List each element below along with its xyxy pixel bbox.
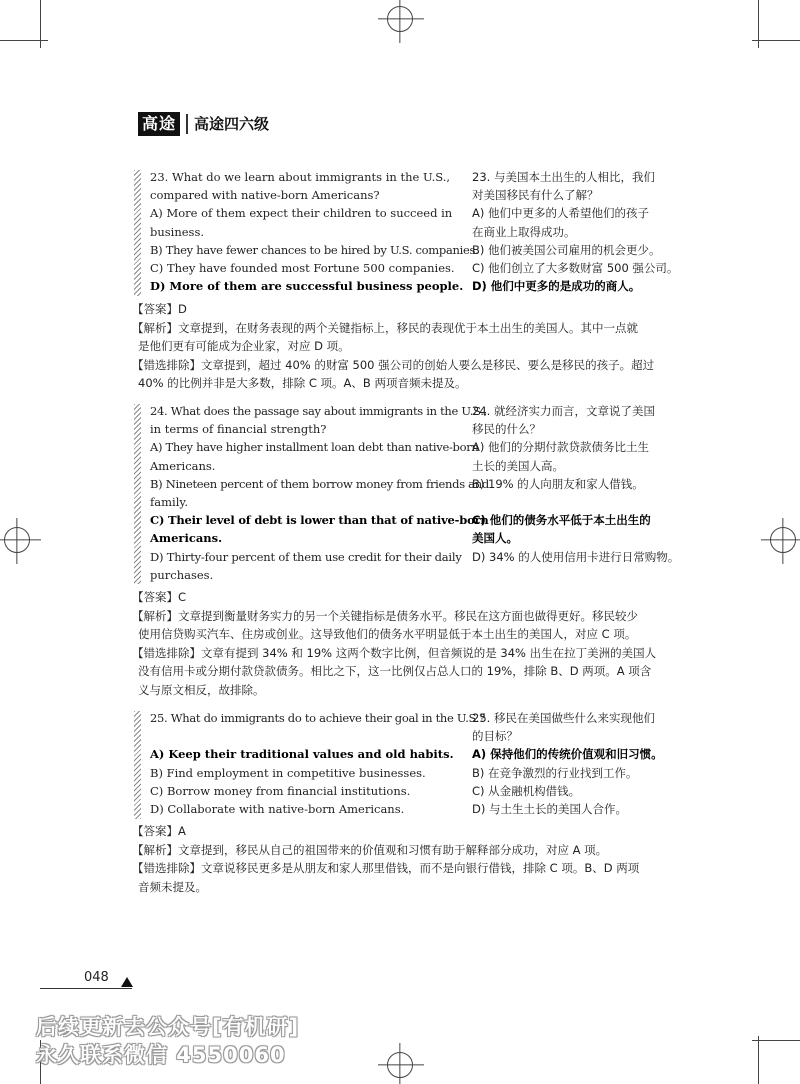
question-english (150, 168, 479, 295)
option-d: D) 34% 的人使用信用卡进行日常购物。 (472, 549, 680, 564)
option-c-correct: C) Their level of debt is lower than that of native-born (150, 513, 489, 528)
explanation-25 (132, 822, 672, 896)
answer-line: 【答案】C (132, 590, 187, 604)
question-line: 25. What do immigrants do to achieve their goal in the U.S.? (150, 711, 485, 725)
option-b: B) 他们被美国公司雇用的机会更少。 (472, 242, 661, 257)
registration-mark-icon (387, 1052, 413, 1078)
page-title: 高途四六级 (194, 115, 270, 133)
question-chinese (472, 709, 672, 818)
question-line: 的目标？ (472, 729, 518, 744)
analysis-line: 【解析】文章提到衡量财务实力的另一个关键指标是债务水平。移民在这方面也做得更好。移民较少 (132, 608, 638, 623)
question-line: compared with native-born Americans? (150, 188, 380, 203)
header-divider (186, 114, 188, 134)
page-number: 048 (84, 970, 109, 985)
option-b: B) They have fewer chances to be hired by U.S. companies. (150, 242, 479, 257)
option-c: C) 他们创立了大多数财富 500 强公司。 (472, 260, 679, 275)
option-d-cont: purchases. (150, 567, 214, 582)
option-a-cont: 在商业上取得成功。 (472, 224, 576, 239)
elimination-line: 【错选排除】文章提到，超过 40% 的财富 500 强公司的创始人要么是移民、要么是移民的孩子。超过 (132, 357, 655, 372)
option-c: C) They have founded most Fortune 500 companies. (150, 260, 455, 275)
watermark-line-2: 永久联系微信 4550060 (36, 1043, 286, 1067)
page-marker-triangle-icon (121, 977, 133, 987)
question-chinese (472, 168, 679, 295)
option-a-cont: business. (150, 224, 205, 239)
question-line: 24. 就经济实力而言，文章说了美国 (472, 404, 655, 418)
option-d: D) Collaborate with native-born Americans. (150, 801, 405, 816)
question-border-hatch (134, 404, 141, 584)
brand-logo: 高途 (138, 112, 180, 136)
option-c-correct-cont: 美国人。 (472, 531, 518, 546)
explanation-23 (132, 300, 672, 393)
question-25 (134, 709, 674, 821)
elimination-line: 义与原文相反，故排除。 (138, 682, 265, 697)
option-b-cont: family. (150, 494, 188, 509)
question-23 (134, 168, 679, 298)
option-a-correct: A) 保持他们的传统价值观和旧习惯。 (472, 747, 663, 762)
question-line: 23. What do we learn about immigrants in the U.S., (150, 170, 451, 184)
option-c: C) Borrow money from financial institutions. (150, 783, 411, 798)
option-c-correct-cont: Americans. (150, 531, 223, 546)
question-line: 25. 移民在美国做些什么来实现他们 (472, 711, 655, 725)
option-a-correct: A) Keep their traditional values and old habits. (150, 747, 454, 762)
option-a-cont: 土长的美国人高。 (472, 458, 564, 473)
question-line: 对美国移民有什么了解？ (472, 188, 599, 203)
spacer-line (472, 493, 672, 511)
registration-mark-icon (4, 527, 30, 553)
option-d: D) 与土生土长的美国人合作。 (472, 801, 627, 816)
question-24 (134, 402, 680, 586)
spacer-line (150, 727, 450, 745)
option-d-correct: D) 他们中更多的是成功的商人。 (472, 279, 641, 294)
crop-mark (752, 40, 800, 41)
analysis-line: 使用信贷购买汽车、住房或创业。这导致他们的债务水平明显低于本土出生的美国人，对应 C 项。 (138, 627, 637, 641)
question-line: in terms of financial strength? (150, 422, 327, 437)
answer-line: 【答案】D (132, 302, 187, 316)
question-chinese (472, 402, 680, 584)
question-border-hatch (134, 711, 141, 819)
option-b: B) 在竞争激烈的行业找到工作。 (472, 765, 638, 780)
option-c: C) 从金融机构借钱。 (472, 783, 581, 798)
option-b: B) Find employment in competitive businesses. (150, 765, 426, 780)
elimination-line: 【错选排除】文章说移民更多是从朋友和家人那里借钱，而不是向银行借钱，排除 C 项。B、D 两项 (132, 861, 640, 875)
crop-mark (758, 1036, 759, 1084)
footer-rule (40, 988, 132, 989)
question-english (150, 402, 489, 584)
elimination-line: 40% 的比例并非是大多数，排除 C 项。A、B 两项音频未提及。 (138, 376, 467, 390)
question-line: 23. 与美国本土出生的人相比，我们 (472, 170, 655, 184)
registration-mark-icon (387, 6, 413, 32)
option-b: B) Nineteen percent of them borrow money from friends and (150, 476, 489, 491)
explanation-24 (132, 588, 672, 699)
elimination-line: 音频未提及。 (138, 879, 207, 894)
watermark-line-1: 后续更新去公众号[有机研] (36, 1015, 300, 1039)
option-a-cont: Americans. (150, 458, 216, 473)
analysis-line: 【解析】文章提到，在财务表现的两个关键指标上，移民的表现优于本土出生的美国人。其中一点就 (132, 320, 638, 335)
crop-mark (752, 1040, 800, 1041)
question-border-hatch (134, 170, 141, 296)
question-line: 移民的什么？ (472, 422, 541, 437)
option-a: A) More of them expect their children to succeed in (150, 206, 453, 221)
option-b: B) 19% 的人向朋友和家人借钱。 (472, 476, 644, 491)
elimination-line: 没有信用卡或分期付款贷款债务。相比之下，这一比例仅占总人口的 19%，排除 B、D 两项。A 项含 (138, 664, 652, 678)
option-a: A) 他们的分期付款贷款债务比土生 (472, 440, 650, 455)
option-d: D) Thirty-four percent of them use credit for their daily (150, 549, 462, 564)
option-c-correct: C) 他们的债务水平低于本土出生的 (472, 513, 651, 528)
registration-mark-icon (770, 527, 796, 553)
analysis-line: 【解析】文章提到，移民从自己的祖国带来的价值观和习惯有助于解释部分成功，对应 A 项。 (132, 842, 608, 857)
spacer-line (472, 566, 672, 584)
question-english (150, 709, 485, 818)
analysis-line: 是他们更有可能成为企业家，对应 D 项。 (138, 339, 350, 353)
option-a: A) They have higher installment loan debt than native-born (150, 440, 479, 455)
question-line: 24. What does the passage say about immigrants in the U.S., (150, 404, 487, 418)
elimination-line: 【错选排除】文章有提到 34% 和 19% 这两个数字比例，但音频说的是 34% 出生在拉丁美洲的美国人 (132, 645, 657, 660)
option-a: A) 他们中更多的人希望他们的孩子 (472, 206, 650, 221)
answer-line: 【答案】A (132, 824, 186, 838)
option-d-correct: D) More of them are successful business people. (150, 279, 464, 294)
crop-mark (0, 40, 48, 41)
